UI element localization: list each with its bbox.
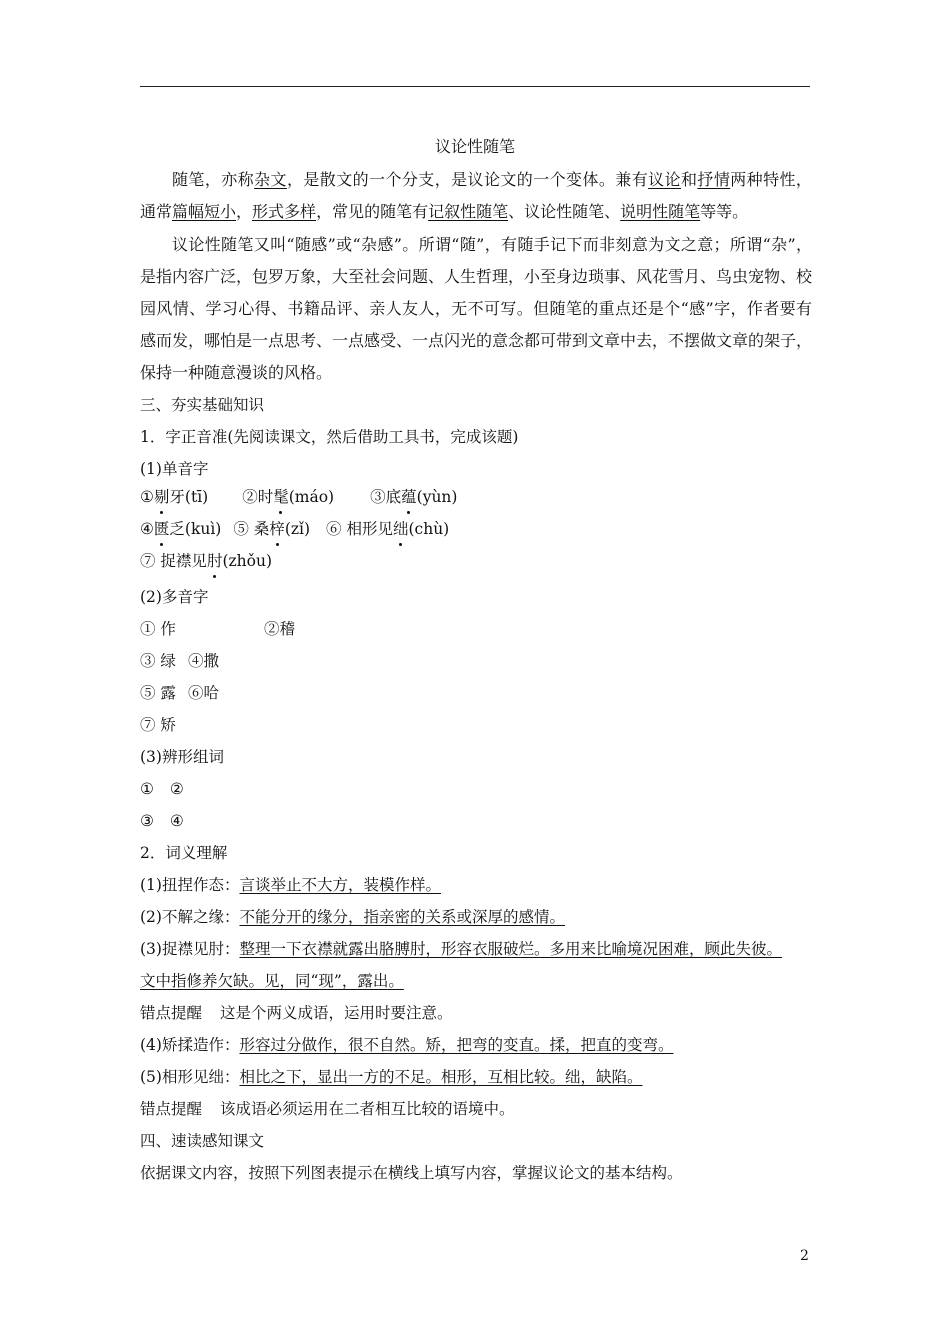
- definition-5: (5)相形见绌：相比之下，显出一方的不足。相形，互相比较。绌，缺陷。: [140, 1068, 643, 1086]
- shape-row-1: ① ②: [140, 780, 184, 798]
- single-char-heading: (1)单音字: [140, 460, 209, 478]
- essay-paragraph-2: 议论性随笔又叫“随感”或“杂感”。所谓“随”，有随手记下而非刻意为文之意；所谓“杂”，是指内容广泛，包罗万象，大至社会问题、人生哲理，小至身边琐事、风花雪月、鸟虫宠物、校园风情、学习心得、书籍品评、亲人友人，无不可写。但随笔的重点还是个“感”字，作者要有感而发，哪怕是一点思考、一点感受、一点闪光的意念都可带到文章中去，不摆做文章的架子，保持一种随意漫谈的风格。: [140, 235, 813, 382]
- single-char-item: ⑤ 桑梓(zǐ): [233, 520, 310, 538]
- multi-char-heading: (2)多音字: [140, 588, 209, 606]
- shape-row-2: ③ ④: [140, 812, 184, 830]
- single-char-item: ②时髦(máo): [242, 488, 334, 506]
- single-char-row-2: [140, 517, 449, 541]
- term-pianfu: 篇幅短小: [172, 202, 237, 221]
- error-tip-1: 错点提醒 这是个两义成语，运用时要注意。: [140, 1004, 453, 1022]
- single-char-item: ④匮乏(kuì): [140, 520, 221, 538]
- term-shuoming: 说明性随笔: [620, 202, 701, 221]
- multi-char-row-4: ⑦ 矫: [140, 716, 176, 734]
- term-xingshi: 形式多样: [252, 202, 317, 221]
- error-tip-2: 错点提醒 该成语必须运用在二者相互比较的语境中。: [140, 1100, 515, 1118]
- essay-title: 议论性随笔: [434, 137, 515, 156]
- single-char-item: ③底蕴(yùn): [370, 488, 457, 506]
- page-number: 2: [800, 1248, 809, 1264]
- definition-3: (3)捉襟见肘：整理一下衣襟就露出胳膊肘，形容衣服破烂。多用来比喻境况困难，顾此失彼。: [140, 940, 782, 958]
- single-char-row-3: [140, 549, 272, 573]
- multi-char-row-2: ③ 绿 ④撒: [140, 652, 219, 670]
- definition-3-continued: 文中指修养欠缺。见，同“现”，露出。: [140, 972, 404, 990]
- multi-char-row-1: ① 作 ②稽: [140, 620, 295, 638]
- q2-heading: 2．词义理解: [140, 844, 228, 862]
- term-shuqing: 抒情: [697, 170, 731, 189]
- essay-paragraph-1: 随笔，亦称杂文，是散文的一个分支，是议论文的一个变体。兼有议论和抒情两种特性，通常篇幅短小，形式多样，常见的随笔有记叙性随笔、议论性随笔、说明性随笔等等。: [140, 170, 812, 221]
- multi-char-row-3: ⑤ 露 ⑥哈: [140, 684, 219, 702]
- section3-heading: 三、夯实基础知识: [140, 396, 265, 414]
- section4-heading: 四、速读感知课文: [140, 1132, 265, 1150]
- single-char-item: ⑥ 相形见绌(chù): [326, 520, 449, 538]
- term-zawen: 杂文: [254, 170, 287, 189]
- section4-instruction: 依据课文内容，按照下列图表提示在横线上填写内容，掌握议论文的基本结构。: [140, 1164, 683, 1182]
- term-jixu: 记叙性随笔: [428, 202, 509, 221]
- header-rule: [140, 86, 810, 87]
- single-char-row-1: [140, 485, 457, 509]
- single-char-item: ⑦ 捉襟见肘(zhǒu): [140, 552, 272, 570]
- single-char-item: ①剔牙(tī): [140, 488, 208, 506]
- definition-1: (1)扭捏作态：言谈举止不大方，装模作样。: [140, 876, 441, 894]
- definition-4: (4)矫揉造作：形容过分做作，很不自然。矫，把弯的变直。揉，把直的变弯。: [140, 1036, 674, 1054]
- term-yilun: 议论: [648, 170, 681, 189]
- shape-heading: (3)辨形组词: [140, 748, 224, 766]
- q1-heading: 1．字正音准(先阅读课文，然后借助工具书，完成该题): [140, 428, 519, 446]
- definition-2: (2)不解之缘：不能分开的缘分，指亲密的关系或深厚的感情。: [140, 908, 565, 926]
